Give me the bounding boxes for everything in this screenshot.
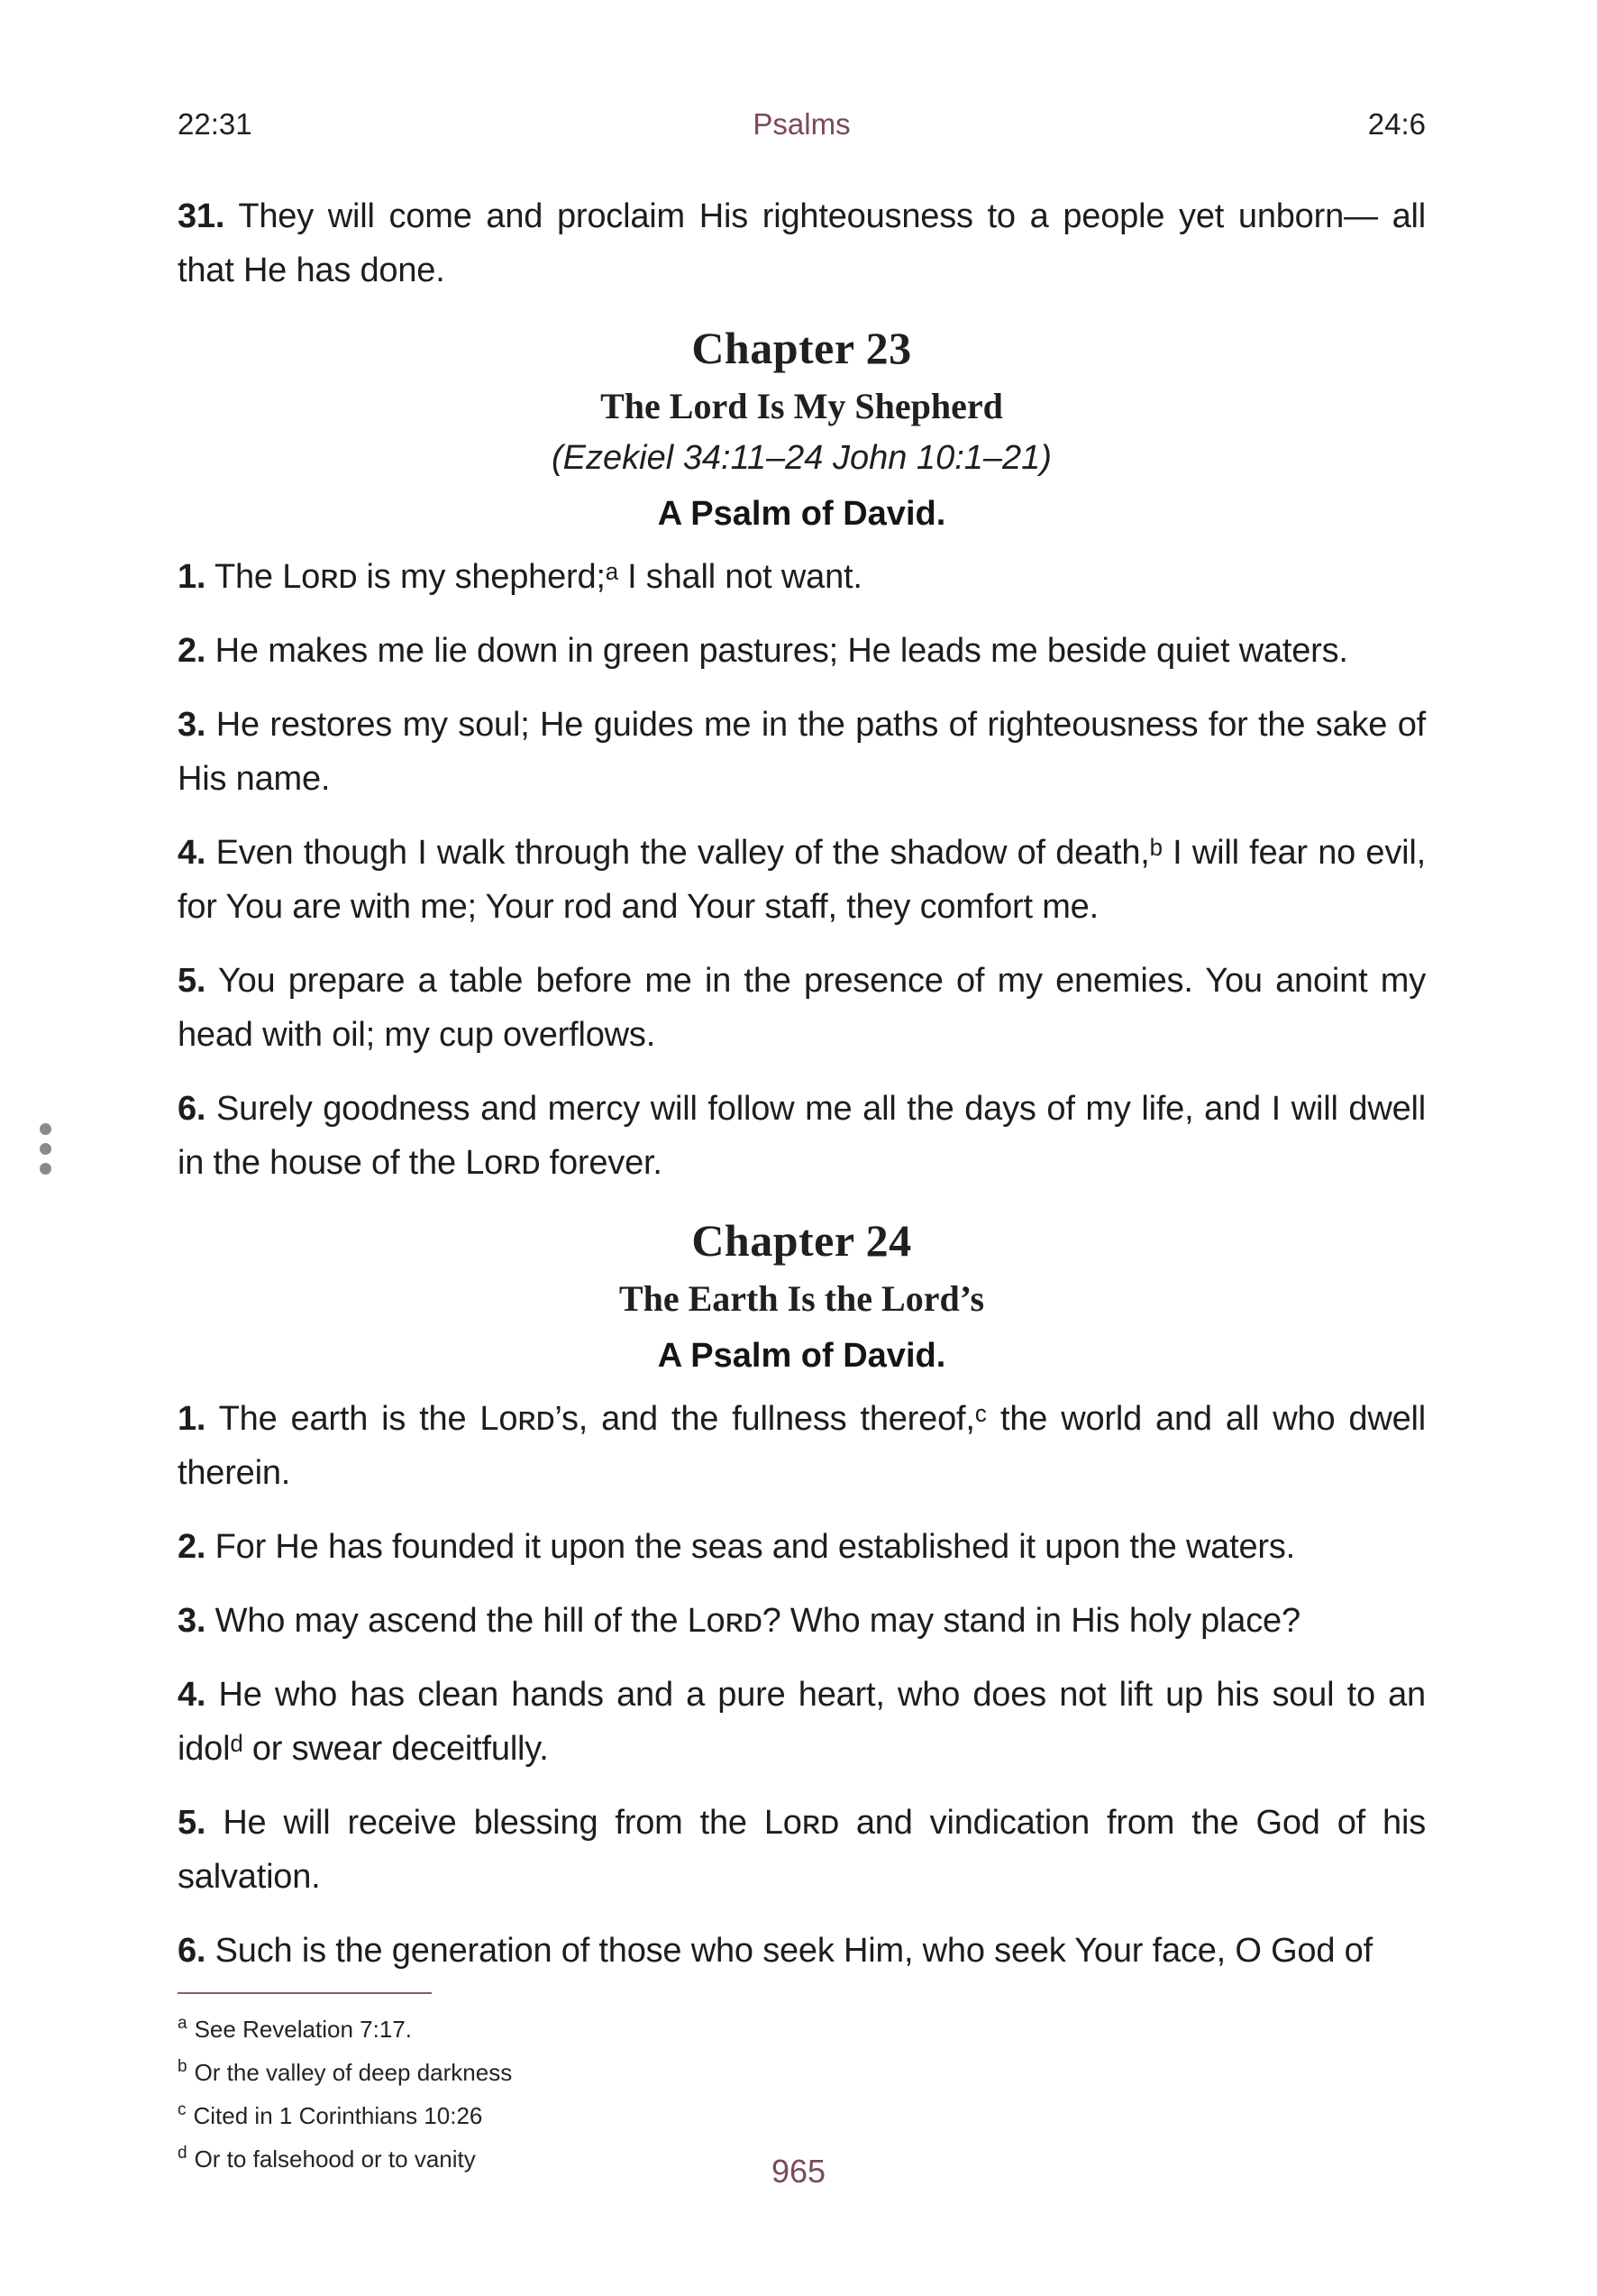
verse-number: 2.	[178, 632, 206, 670]
dot-icon	[40, 1163, 51, 1175]
header-book-title: Psalms	[753, 107, 851, 141]
verse-24-4	[178, 1668, 1426, 1776]
dot-icon	[40, 1143, 51, 1155]
footnote-divider	[178, 1992, 432, 1994]
chapter-23-title: Chapter 23	[691, 323, 912, 373]
chapter-24-subtitle: The Earth Is the Lord’s	[618, 1278, 985, 1319]
verse-number: 6.	[178, 1932, 206, 1970]
footnote-c	[178, 2091, 512, 2135]
reader-header	[178, 106, 1426, 142]
footnote-marker: d	[178, 2144, 187, 2163]
verse-text: The Lᴏʀᴅ is my shepherd;ᵃ I shall not want.	[214, 558, 862, 596]
footnote-a	[178, 2005, 512, 2048]
verse-23-6	[178, 1082, 1426, 1190]
verse-24-5	[178, 1796, 1426, 1904]
verse-23-2	[178, 624, 1426, 678]
verse-22-31	[178, 189, 1426, 297]
verse-text: The earth is the Lᴏʀᴅ’s, and the fullness thereof,ᶜ the world and all who dwell therein.	[178, 1400, 1426, 1492]
dot-icon	[40, 1123, 51, 1135]
verse-24-6	[178, 1924, 1426, 1978]
verse-24-1	[178, 1392, 1426, 1500]
scroll-indicator-handle[interactable]	[40, 1123, 51, 1175]
footnote-text: Or the valley of deep darkness	[194, 2059, 513, 2086]
footnote-marker: c	[178, 2100, 187, 2119]
verse-24-2	[178, 1520, 1426, 1574]
verse-number: 3.	[178, 706, 206, 744]
page-number: 965	[771, 2153, 826, 2190]
footnote-text: Or to falsehood or to vanity	[194, 2145, 476, 2173]
verse-text: You prepare a table before me in the presence of my enemies. You anoint my head with oil; my cup overflows.	[178, 962, 1426, 1054]
verse-number: 5.	[178, 1804, 206, 1842]
verse-text: He makes me lie down in green pastures; He leads me beside quiet waters.	[214, 632, 1348, 670]
header-last-ref: 24:6	[1367, 107, 1426, 141]
footnote-marker: a	[178, 2014, 187, 2033]
footnote-b	[178, 2048, 512, 2091]
verse-text: For He has founded it upon the seas and established it upon the waters.	[214, 1528, 1296, 1566]
chapter-24-title: Chapter 24	[691, 1215, 912, 1266]
verse-text: Such is the generation of those who seek Him, who seek Your face, O God of	[214, 1932, 1373, 1970]
verse-text: They will come and proclaim His righteousness to a people yet unborn— all that He has done.	[178, 197, 1426, 289]
verse-23-1	[178, 550, 1426, 604]
chapter-24-attribution: A Psalm of David.	[657, 1337, 946, 1375]
verse-number: 31.	[178, 197, 225, 235]
verse-number: 5.	[178, 962, 206, 1000]
chapter-23-attribution: A Psalm of David.	[657, 495, 946, 533]
verse-text: He who has clean hands and a pure heart, who does not lift up his soul to an idolᵈ or swear deceitfully.	[178, 1676, 1426, 1768]
verse-text: Even though I walk through the valley of the shadow of death,ᵇ I will fear no evil, for You are with me; Your rod and Your staff, they comfort me.	[178, 834, 1426, 926]
verse-number: 6.	[178, 1090, 206, 1128]
verse-23-5	[178, 954, 1426, 1062]
verse-text: He restores my soul; He guides me in the paths of righteousness for the sake of His name.	[178, 706, 1426, 798]
verse-number: 2.	[178, 1528, 206, 1566]
verse-24-3	[178, 1594, 1426, 1648]
chapter-23-subtitle: The Lord Is My Shepherd	[600, 386, 1003, 426]
verse-text: Surely goodness and mercy will follow me all the days of my life, and I will dwell in the house of the Lᴏʀᴅ forever.	[178, 1090, 1426, 1182]
chapter-23-cross-references: (Ezekiel 34:11–24 John 10:1–21)	[552, 439, 1052, 477]
verse-23-3	[178, 698, 1426, 806]
verse-number: 1.	[178, 558, 206, 596]
verse-23-4	[178, 826, 1426, 934]
footnote-text: See Revelation 7:17.	[194, 2016, 412, 2043]
verse-number: 1.	[178, 1400, 206, 1438]
verse-text: Who may ascend the hill of the Lᴏʀᴅ? Who may stand in His holy place?	[214, 1602, 1300, 1640]
footnote-text: Cited in 1 Corinthians 10:26	[193, 2102, 483, 2129]
verse-number: 4.	[178, 1676, 206, 1714]
footnote-marker: b	[178, 2057, 187, 2076]
footnotes-block	[178, 1992, 512, 2178]
verse-text: He will receive blessing from the Lᴏʀᴅ and vindication from the God of his salvation.	[178, 1804, 1426, 1896]
header-first-ref: 22:31	[178, 107, 252, 141]
verse-number: 3.	[178, 1602, 206, 1640]
verse-number: 4.	[178, 834, 206, 872]
